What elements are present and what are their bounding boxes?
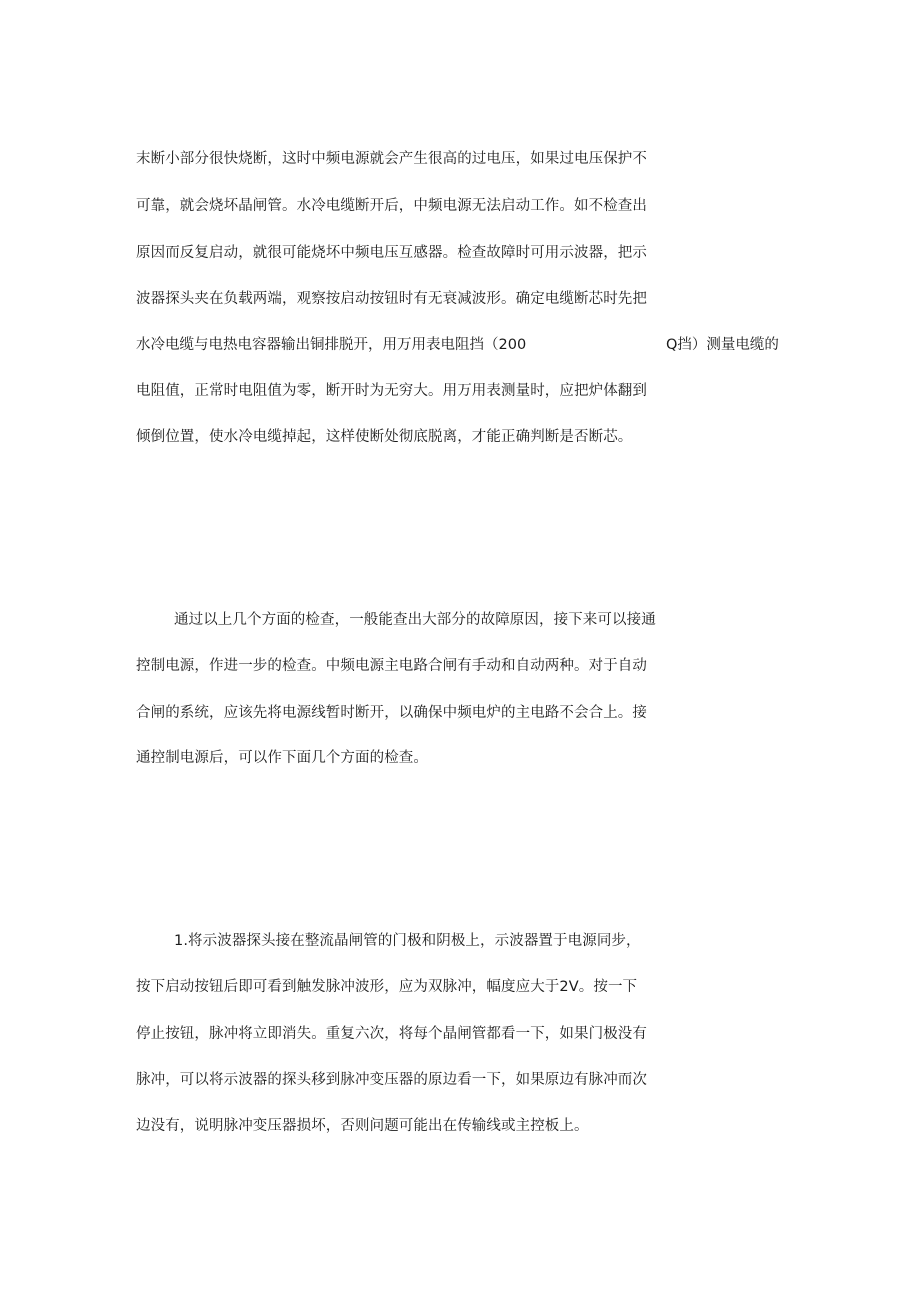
text-line: 边没有，说明脉冲变压器损坏，否则问题可能出在传输线或主控板上。: [136, 1118, 589, 1134]
text-line: 停止按钮，脉冲将立即消失。重复六次，将每个晶闸管都看一下，如果门极没有: [136, 1026, 647, 1042]
text-line: 控制电源，作进一步的检查。中频电源主电路合闸有手动和自动两种。对于自动: [136, 658, 647, 674]
text-line: 按下启动按钮后即可看到触发脉冲波形，应为双脉冲，幅度应大于2V。按一下: [136, 979, 638, 995]
text-line: 波器探头夹在负载两端，观察按启动按钮时有无衰减波形。确定电缆断芯时先把: [136, 291, 647, 307]
text-line: 通控制电源后，可以作下面几个方面的检查。: [136, 750, 428, 766]
text-line: 通过以上几个方面的检查，一般能查出大部分的故障原因，接下来可以接通: [174, 612, 656, 628]
text-line: 倾倒位置，使水冷电缆掉起，这样使断处彻底脱离，才能正确判断是否断芯。: [136, 429, 633, 445]
text-line: 原因而反复启动，就很可能烧坏中频电压互感器。检查故障时可用示波器，把示: [136, 245, 647, 261]
text-line: 末断小部分很快烧断，这时中频电源就会产生很高的过电压，如果过电压保护不: [136, 151, 647, 167]
text-line-left: 水冷电缆与电热电容器输出铜排脱开，用万用表电阻挡（200: [136, 337, 527, 353]
text-line: 合闸的系统，应该先将电源线暂时断开，以确保中频电炉的主电路不会合上。接: [136, 705, 647, 721]
text-line: 脉冲，可以将示波器的探头移到脉冲变压器的原边看一下，如果原边有脉冲而次: [136, 1072, 647, 1088]
text-line: 可靠，就会烧坏晶闸管。水冷电缆断开后，中频电源无法启动工作。如不检查出: [136, 198, 647, 214]
text-line-right: Q挡）测量电缆的: [666, 337, 779, 353]
text-line: 电阻值，正常时电阻值为零，断开时为无穷大。用万用表测量时，应把炉体翻到: [136, 383, 647, 399]
text-line: 1.将示波器探头接在整流晶闸管的门极和阴极上，示波器置于电源同步，: [174, 933, 641, 949]
